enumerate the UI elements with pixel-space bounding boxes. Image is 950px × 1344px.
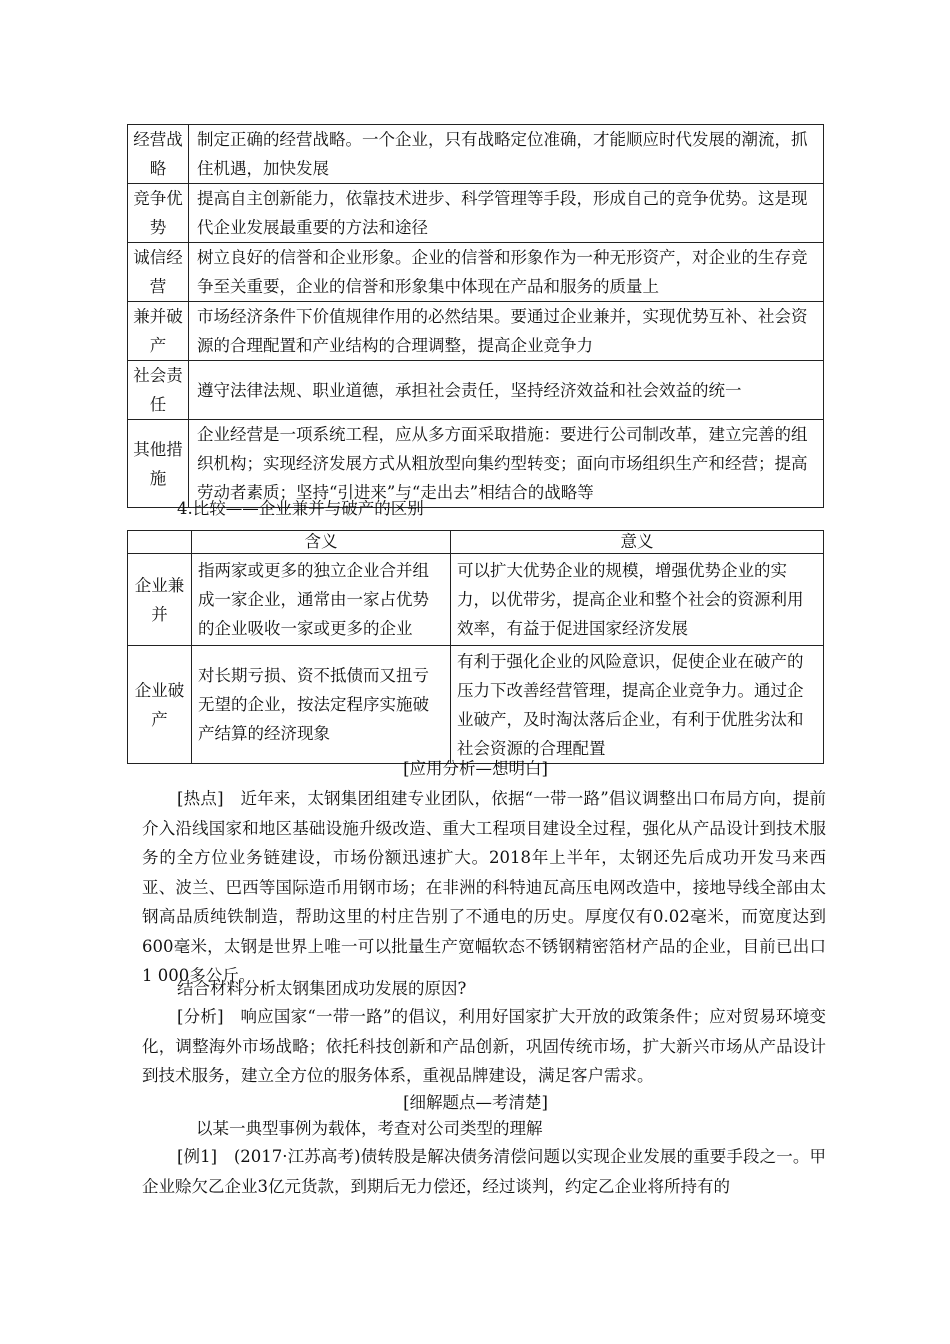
row-key: 其他措施 xyxy=(128,420,189,508)
section-title: 4.比较——企业兼并与破产的区别 xyxy=(177,499,424,518)
row-key: 竞争优势 xyxy=(128,184,189,243)
table-row xyxy=(128,361,824,420)
row-key: 诚信经营 xyxy=(128,243,189,302)
table-row xyxy=(128,646,824,764)
row-value: 制定正确的经营战略。一个企业，只有战略定位准确，才能顺应时代发展的潮流，抓住机遇，加快发展 xyxy=(189,125,824,184)
row-value: 企业经营是一项系统工程，应从多方面采取措施：要进行公司制改革，建立完善的组织机构；实现经济发展方式从粗放型向集约型转变；面向市场组织生产和经营；提高劳动者素质；坚持“引进来”与“走出去”相结合的战略等 xyxy=(189,420,824,508)
table-row xyxy=(128,420,824,508)
row-key: 兼并破产 xyxy=(128,302,189,361)
row-key: 经营战略 xyxy=(128,125,189,184)
row-value: 树立良好的信誉和企业形象。企业的信誉和形象作为一种无形资产，对企业的生存竞争至关重要，企业的信誉和形象集中体现在产品和服务的质量上 xyxy=(189,243,824,302)
merger-bankruptcy-table xyxy=(127,530,824,764)
row-value: 提高自主创新能力，依靠技术进步、科学管理等手段，形成自己的竞争优势。这是现代企业发展最重要的方法和途径 xyxy=(189,184,824,243)
significance-cell: 可以扩大优势企业的规模，增强优势企业的实力，以优带劣，提高企业和整个社会的资源利用效率，有益于促进国家经济发展 xyxy=(451,554,824,646)
business-strategy-table xyxy=(127,124,824,508)
row-key: 企业破产 xyxy=(128,646,192,764)
table-row xyxy=(128,302,824,361)
row-value: 市场经济条件下价值规律作用的必然结果。要通过企业兼并，实现优势互补、社会资源的合理配置和产业结构的合理调整，提高企业竞争力 xyxy=(189,302,824,361)
section-heading-apply: [应用分析—想明白] xyxy=(403,759,548,778)
meaning-cell: 对长期亏损、资不抵债而又扭亏无望的企业，按法定程序实施破产结算的经济现象 xyxy=(192,646,451,764)
subheading: 以某一典型事例为载体，考查对公司类型的理解 xyxy=(196,1119,543,1138)
example-paragraph: [例1] (2017·江苏高考)债转股是解决债务清偿问题以实现企业发展的重要手段之一。甲企业赊欠乙企业3亿元货款，到期后无力偿还，经过谈判，约定乙企业将所持有的 xyxy=(142,1147,826,1196)
hotspot-paragraph: [热点] 近年来，太钢集团组建专业团队，依据“一带一路”倡议调整出口布局方向，提前介入沿线国家和地区基础设施升级改造、重大工程项目建设全过程，强化从产品设计到技术服务的全方位业务链建设，市场份额迅速扩大。2018年上半年，太钢还先后成功开发马来西亚、波兰、巴西等国际造币用钢市场；在非洲的科特迪瓦高压电网改造中，接地导线全部由太钢高品质纯铁制造，帮助这里的村庄告别了不通电的历史。厚度仅有0.02毫米，而宽度达到600毫米，太钢是世界上唯一可以批量生产宽幅软态不锈钢精密箔材产品的企业，目前已出口1 000多公斤。 xyxy=(142,789,826,985)
analysis-paragraph: [分析] 响应国家“一带一路”的倡议，利用好国家扩大开放的政策条件；应对贸易环境变化，调整海外市场战略；依托科技创新和产品创新，巩固传统市场，扩大新兴市场从产品设计到技术服务，建立全方位的服务体系，重视品牌建设，满足客户需求。 xyxy=(142,1007,826,1085)
header-cell: 含义 xyxy=(192,531,451,554)
row-key: 社会责任 xyxy=(128,361,189,420)
table-row xyxy=(128,243,824,302)
meaning-cell: 指两家或更多的独立企业合并组成一家企业，通常由一家占优势的企业吸收一家或更多的企业 xyxy=(192,554,451,646)
table-row xyxy=(128,125,824,184)
significance-cell: 有利于强化企业的风险意识，促使企业在破产的压力下改善经营管理，提高企业竞争力。通过企业破产，及时淘汰落后企业，有利于优胜劣汰和社会资源的合理配置 xyxy=(451,646,824,764)
table-row xyxy=(128,554,824,646)
table-header-row xyxy=(128,531,824,554)
header-cell: 意义 xyxy=(451,531,824,554)
header-cell xyxy=(128,531,192,554)
table-row xyxy=(128,184,824,243)
question-paragraph: 结合材料分析太钢集团成功发展的原因? xyxy=(177,979,467,998)
row-value: 遵守法律法规、职业道德，承担社会责任，坚持经济效益和社会效益的统一 xyxy=(189,361,824,420)
row-key: 企业兼并 xyxy=(128,554,192,646)
section-heading-detail: [细解题点—考清楚] xyxy=(403,1093,548,1112)
